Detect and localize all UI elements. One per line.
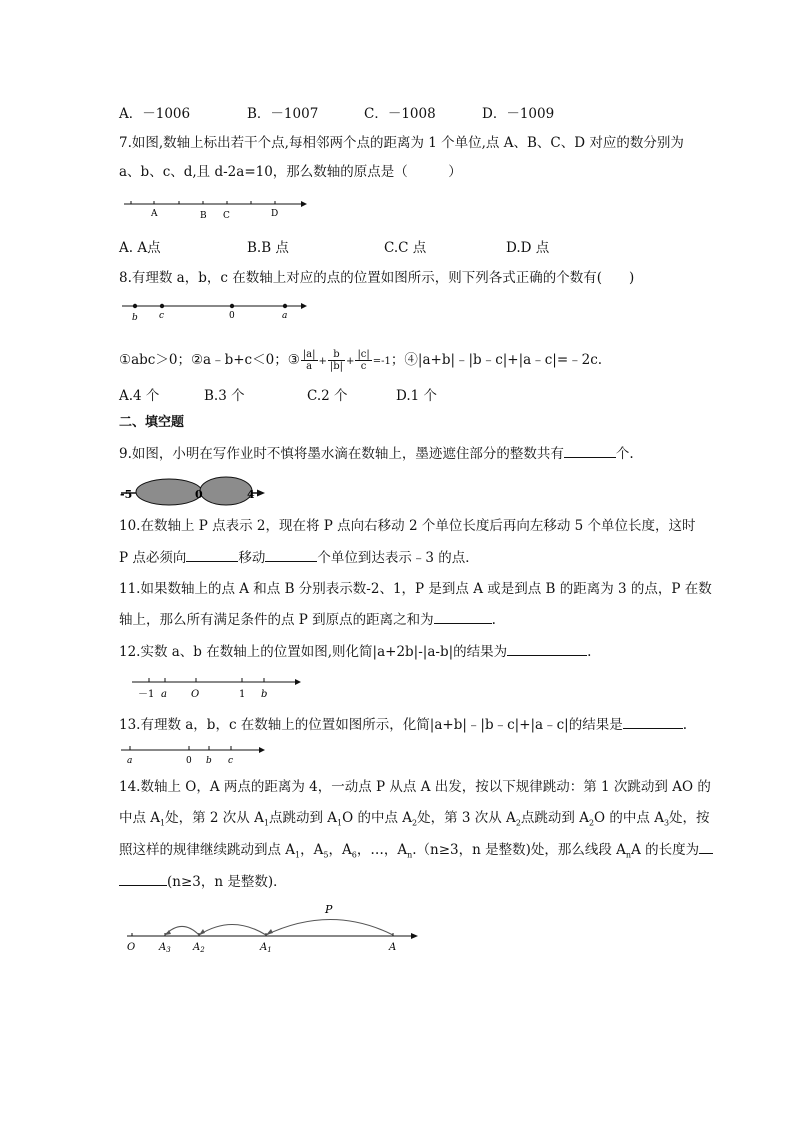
q6-option-d: D．－1009 — [482, 106, 555, 122]
plus-sign: + — [318, 356, 327, 367]
q14-text: 点跳动到 A — [520, 810, 589, 826]
q7-label-c: C — [223, 211, 230, 221]
q6-option-b: B．－1007 — [247, 106, 319, 122]
q13-text-end: . — [682, 717, 688, 733]
q12-answer-blank[interactable] — [507, 642, 587, 656]
q8-number-line — [119, 298, 311, 324]
q6-option-c: C．－1008 — [364, 106, 436, 122]
subscript: 2 — [515, 818, 521, 828]
q11-answer-blank[interactable] — [434, 610, 492, 624]
q7-axis-arrow — [301, 201, 307, 207]
q8-stem: 8.有理数 a，b，c 在数轴上对应的点的位置如图所示，则下列各式正确的个数有( ) — [119, 270, 635, 286]
q10-direction-blank[interactable] — [186, 548, 238, 562]
subscript: 2 — [588, 818, 595, 828]
q11-stem-line2 — [119, 610, 496, 629]
q14-label-a3 — [158, 942, 171, 954]
subscript: 5 — [323, 850, 329, 860]
q12-label-b: b — [261, 689, 268, 700]
subscript: 1 — [337, 818, 343, 828]
subscript: 3 — [663, 818, 670, 828]
q10-distance-blank[interactable] — [265, 548, 317, 562]
label-subscript: 2 — [200, 946, 205, 954]
q8-option-c: C.2 个 — [307, 388, 348, 404]
q13-text: 13.有理数 a，b，c 在数轴上的位置如图所示，化简|a+b|﹣|b﹣c|+|a﹣c|的结果是 — [119, 717, 623, 733]
label-subscript: 3 — [166, 946, 171, 954]
q8-fraction-3 — [355, 349, 371, 372]
q14-label-p: P — [325, 903, 333, 916]
q13-answer-blank[interactable] — [623, 715, 683, 729]
q13-stem — [119, 715, 687, 734]
q9-answer-blank[interactable] — [564, 444, 616, 458]
q8-label-0: 0 — [229, 311, 235, 321]
q14-text: O 的中点 A — [342, 810, 412, 826]
q14-jump-arrowhead-1 — [266, 929, 273, 935]
q12-axis-arrow — [295, 679, 301, 685]
q8-point-c — [160, 304, 164, 308]
q10-text: P 点必须向 — [119, 550, 187, 566]
fraction-numerator: |a| — [302, 349, 316, 360]
q8-fraction-2 — [328, 349, 345, 372]
q8-statement-4: ；④|a+b|﹣|b﹣c|+|a﹣c|=﹣2c. — [390, 352, 603, 368]
q14-label-a2 — [192, 942, 205, 954]
q10-text: 移动 — [238, 550, 266, 566]
q14-axis-arrow — [411, 933, 418, 939]
q7-stem-line2: a、b、c、d,且 d-2a=10，那么数轴的原点是（ ） — [119, 164, 462, 180]
q12-number-line — [130, 676, 305, 702]
q8-statement-1-2: ①abc＞0；②a﹣b+c＜0；③ — [119, 352, 300, 368]
q14-stem-line1: 14.数轴上 O，A 两点的距离为 4，一动点 P 从点 A 出发，按以下规律跳动：第 1 次跳动到 AO 的 — [119, 779, 711, 795]
q8-point-b — [133, 304, 137, 308]
q14-text: 中点 A — [119, 810, 161, 826]
q8-fraction-1 — [301, 349, 318, 372]
q14-text: ，A — [328, 842, 352, 858]
q8-option-a: A.4 个 — [119, 388, 160, 404]
subscript: 1 — [160, 818, 166, 828]
q11-text: 轴上，那么所有满足条件的点 P 到原点的距离之和为 — [119, 612, 434, 628]
fraction-denominator: c — [360, 361, 367, 372]
q8-label-a: a — [282, 311, 288, 321]
q14-text: O 的中点 A — [594, 810, 664, 826]
q9-axis-arrow — [257, 490, 265, 497]
q14-answer-blank-start[interactable] — [699, 840, 713, 854]
q11-text-end: . — [491, 612, 496, 628]
q13-label-b: b — [206, 756, 212, 766]
q8-point-0 — [230, 304, 234, 308]
subscript: n — [625, 850, 632, 860]
subscript: 1 — [295, 850, 301, 860]
label-letter: A — [159, 942, 167, 953]
q14-jump-arc-2 — [199, 925, 266, 936]
q14-label-a1 — [259, 942, 272, 954]
q8-label-c: c — [159, 311, 165, 321]
q12-label-1: 1 — [239, 689, 246, 700]
subscript: 6 — [351, 850, 357, 860]
q10-stem-line1: 10.在数轴上 P 点表示 2，现在将 P 点向右移动 2 个单位长度后再向左移动 5 个单位长度，这时 — [119, 518, 696, 534]
plus-sign: + — [346, 356, 355, 367]
q9-stem — [119, 444, 634, 463]
q13-label-a: a — [127, 756, 133, 766]
q7-label-d: D — [271, 209, 279, 219]
label-subscript: 1 — [267, 946, 272, 954]
q14-label-o: O — [127, 942, 136, 953]
q14-jump-arc-1 — [266, 920, 393, 936]
q12-stem — [119, 642, 591, 661]
q13-axis-arrow — [259, 747, 265, 753]
q14-stem-line4 — [119, 872, 287, 891]
label-letter: A — [193, 942, 201, 953]
q13-label-c: c — [228, 756, 234, 766]
q9-ink-blot-left — [136, 479, 202, 505]
q9-ink-number-line — [117, 474, 267, 508]
q14-text: (n≥3，n 是整数)． — [167, 874, 287, 890]
q7-option-c: C.C 点 — [384, 240, 427, 256]
section-heading: 二、填空题 — [119, 415, 185, 430]
q14-text: A 的长度为 — [631, 842, 700, 858]
q7-option-a: A. A点 — [119, 240, 161, 256]
q13-number-line — [119, 744, 269, 768]
q8-statements — [119, 345, 602, 377]
q14-text: .（n≥3，n 是整数)处，那么线段 A — [412, 842, 626, 858]
q9-label-0: 0 — [195, 488, 203, 501]
q9-text: 9.如图，小明在写作业时不慎将墨水滴在数轴上，墨迹遮住部分的整数共有 — [119, 446, 564, 462]
q12-text-end: . — [587, 644, 592, 660]
q9-label-neg5: -5 — [120, 488, 133, 501]
fraction-denominator: |b| — [329, 361, 344, 372]
q12-label-o: O — [191, 689, 200, 700]
q9-text-end: 个. — [615, 446, 634, 462]
subscript: 2 — [412, 818, 418, 828]
q12-label-a: a — [161, 689, 167, 700]
q8-label-b: b — [132, 313, 138, 323]
q6-option-a: A．－1006 — [119, 106, 191, 122]
label-letter: A — [260, 942, 268, 953]
q7-label-a: A — [151, 209, 158, 219]
q14-text: 处，按 — [669, 810, 710, 826]
q14-text: ，A — [300, 842, 324, 858]
subscript: 1 — [263, 818, 269, 828]
fraction-numerator: |c| — [357, 349, 370, 360]
q14-jump-diagram — [119, 898, 424, 956]
q8-axis-arrow — [301, 303, 307, 309]
q10-stem-line2 — [119, 548, 479, 567]
subscript: n — [407, 850, 413, 860]
q9-ink-blot-right — [200, 477, 252, 505]
q14-stem-line3 — [119, 840, 713, 865]
q14-text: 处，第 3 次从 A — [417, 810, 516, 826]
q14-text: ，…，A — [356, 842, 408, 858]
q12-label-neg1: －1 — [138, 689, 155, 700]
q7-label-b: B — [200, 211, 207, 221]
q8-option-d: D.1 个 — [396, 388, 438, 404]
q7-stem-line1: 7.如图,数轴上标出若干个点,每相邻两个点的距离为 1 个单位,点 A、B、C、D 对应的数分别为 — [119, 135, 684, 151]
q14-text: 处，第 2 次从 A — [165, 810, 264, 826]
q11-stem-line1: 11.如果数轴上的点 A 和点 B 分别表示数-2、1，P 是到点 A 或是到点 B 的距离为 3 的点，P 在数 — [119, 581, 712, 597]
fraction-denominator: a — [306, 361, 313, 372]
q7-number-line — [119, 196, 309, 222]
q14-jump-arrowhead-2 — [199, 929, 205, 935]
q7-option-d: D.D 点 — [506, 240, 550, 256]
fraction-numerator: b — [328, 349, 345, 361]
q12-text: 12.实数 a、b 在数轴上的位置如图,则化简|a+2b|-|a-b|的结果为 — [119, 644, 508, 660]
q14-answer-blank[interactable] — [119, 872, 167, 886]
equals-value: =-1 — [372, 356, 391, 367]
q9-label-4: 4 — [247, 488, 255, 501]
q8-option-b: B.3 个 — [204, 388, 245, 404]
q8-point-a — [283, 304, 287, 308]
q13-label-0: 0 — [186, 756, 192, 766]
q14-text: 点跳动到 A — [268, 810, 337, 826]
q14-stem-line2 — [119, 809, 710, 833]
q14-text: 照这样的规律继续跳动到点 A — [119, 842, 296, 858]
q10-text: 个单位到达表示﹣3 的点． — [317, 550, 479, 566]
q14-label-a: A — [389, 942, 397, 953]
q7-option-b: B.B 点 — [247, 240, 289, 256]
